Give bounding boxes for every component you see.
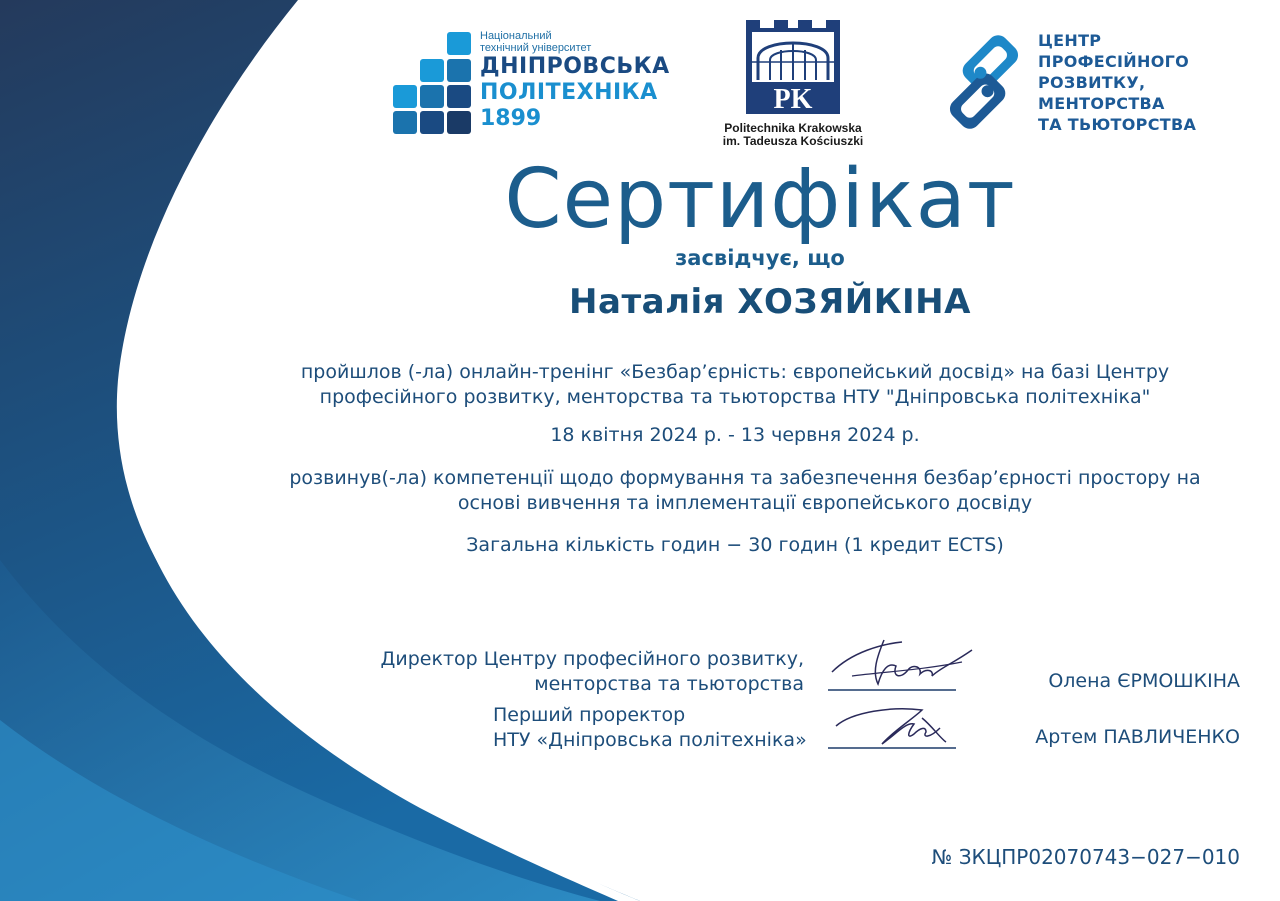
signature2-name: Артем ПАВЛИЧЕНКО — [1035, 726, 1240, 748]
training-line1: пройшлов (-ла) онлайн-тренінг «Безбар’єрність: європейський досвід» на базі Центру — [300, 361, 1170, 383]
dnu-logo-line5: 1899 — [480, 106, 542, 131]
certificate-number: № ЗКЦПР02070743−027−010 — [931, 845, 1240, 869]
dnu-logo-line4: ПОЛІТЕХНІКА — [480, 80, 658, 105]
signature1-image — [822, 632, 982, 697]
training-line2: професійного розвитку, менторства та тьюторства НТУ "Дніпровська політехніка" — [319, 386, 1151, 408]
cpr-logo-line2: ПРОФЕСІЙНОГО — [1038, 52, 1189, 71]
signature1-position-line1: Директор Центру професійного розвитку, — [380, 648, 804, 670]
training-dates: 18 квітня 2024 р. - 13 червня 2024 р. — [550, 424, 920, 446]
training-description — [270, 360, 1200, 410]
dnu-logo-line1: Національний — [480, 30, 552, 42]
signature1-position-line2: менторства та тьюторства — [534, 673, 804, 695]
pk-logo-caption — [700, 122, 886, 148]
dnu-logo-icon — [393, 30, 475, 138]
dnu-logo-line2: технічний університет — [480, 42, 592, 54]
signature2-position-line2: НТУ «Дніпровська політехніка» — [493, 729, 807, 751]
total-hours: Загальна кількість годин − 30 годин (1 кредит ECTS) — [466, 534, 1004, 556]
cpr-logo-line1: ЦЕНТР — [1038, 31, 1102, 50]
signature1-position — [381, 647, 804, 697]
competence-line2: основі вивчення та імплементації європейського досвіду — [457, 492, 1033, 514]
competence-description — [260, 466, 1230, 516]
signature2-image — [822, 698, 982, 753]
pk-logo-line2: im. Tadeusza Kościuszki — [722, 134, 864, 148]
cpr-logo-line4: МЕНТОРСТВА — [1038, 94, 1165, 113]
signature2-position-line1: Перший проректор — [493, 704, 686, 726]
recipient-name: Наталія ХОЗЯЙКІНА — [569, 282, 971, 322]
cpr-logo-text — [1038, 30, 1196, 135]
certifies-text: засвідчує, що — [675, 246, 845, 270]
dnu-logo-line3: ДНІПРОВСЬКА — [480, 54, 670, 79]
pk-logo-icon — [746, 20, 840, 114]
signature1-name: Олена ЄРМОШКІНА — [1048, 670, 1240, 692]
cpr-logo-line5: ТА ТЬЮТОРСТВА — [1038, 115, 1197, 134]
cpr-logo-icon — [944, 30, 1024, 134]
dnu-logo-text — [480, 30, 670, 132]
pk-logo-line1: Politechnika Krakowska — [724, 121, 862, 135]
cpr-logo-line3: РОЗВИТКУ, — [1038, 73, 1146, 92]
signature2-position — [493, 703, 807, 753]
certificate-title: Сертифікат — [504, 152, 1016, 247]
competence-line1: розвинув(-ла) компетенції щодо формування та забезпечення безбар’єрності простору на — [289, 467, 1201, 489]
pk-logo-mark: PK — [773, 84, 813, 114]
